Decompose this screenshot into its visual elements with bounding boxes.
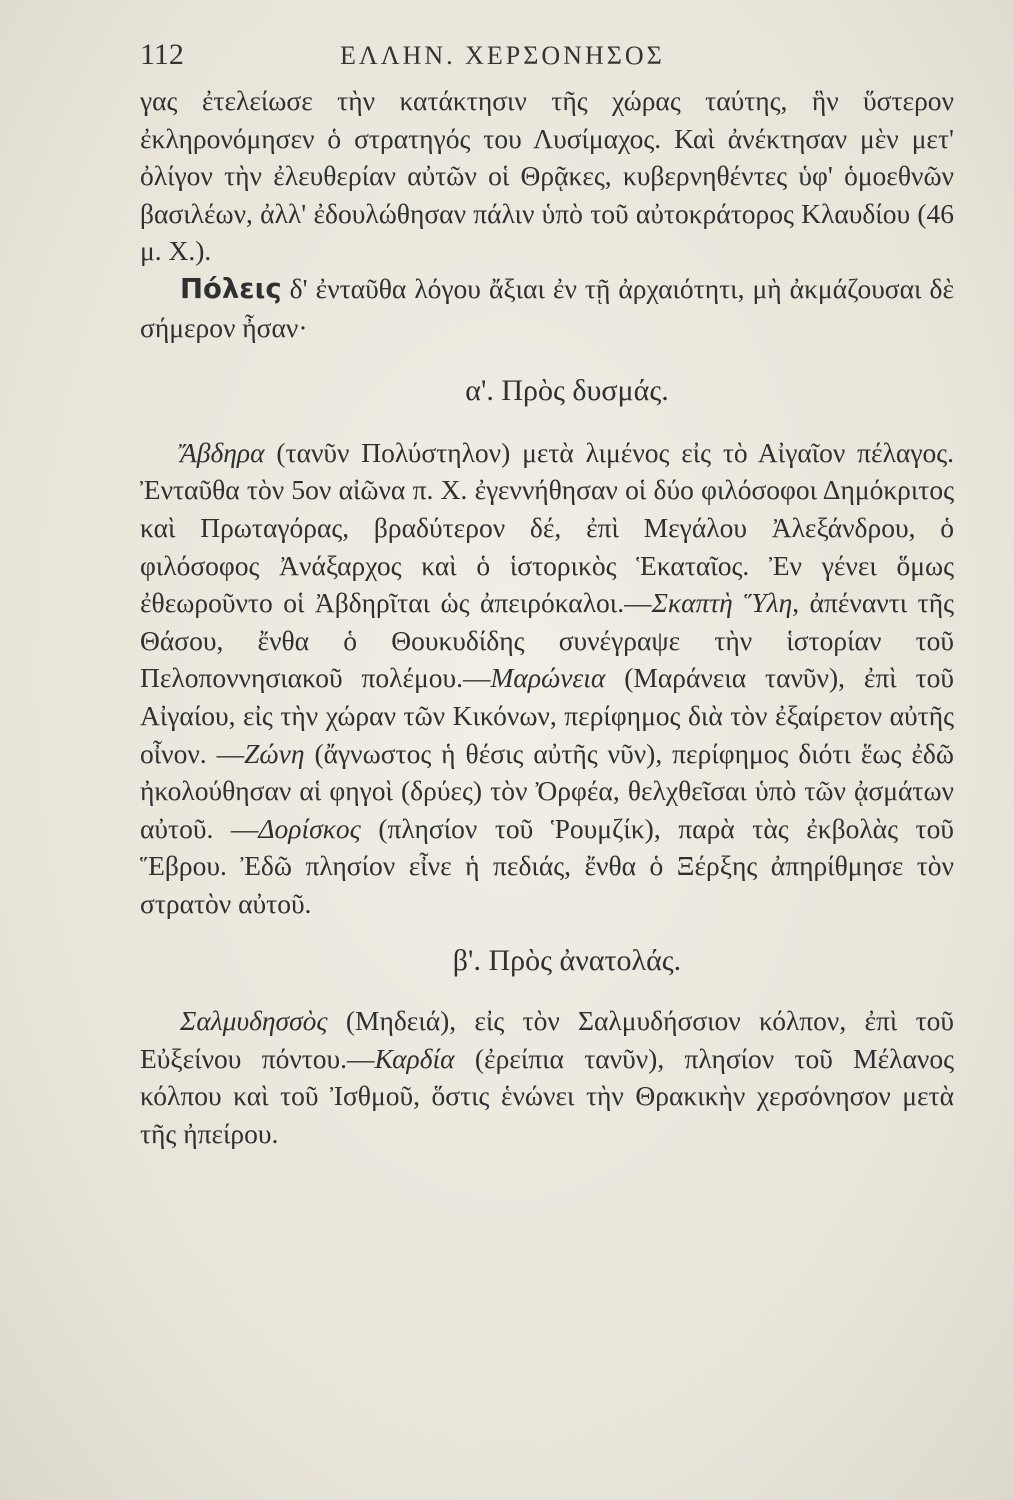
city-name-zone: Ζώνη <box>244 737 305 769</box>
east-paragraph <box>140 1002 954 1152</box>
west-paragraph <box>140 434 954 923</box>
west-text-2: , ἀπέναντι τῆς Θάσου, ἔνθα ὁ Θουκυδίδης συνέγραψε τὴν ἱστορίαν τοῦ Πελοποννησιακοῦ πολέμου.— <box>140 587 954 694</box>
section-heading-east: β'. Πρὸς ἀνατολάς. <box>452 944 682 978</box>
intro-paragraph: γας ἐτελείωσε τὴν κατάκτησιν τῆς χώρας ταύτης, ἣν ὕστερον ἐκληρονόμησεν ὁ στρατηγός του Λυσίμαχος. Καὶ ἀνέκτησαν μὲν μετ' ὀλίγον τὴν ἐλευθερίαν αὐτῶν οἱ Θρᾷκες, κυβερνηθέντες ὑφ' ὁμοεθνῶν βασιλέων, ἀλλ' ἐδουλώθησαν πάλιν ὑπὸ τοῦ αὐτοκράτορος Κλαυδίου (46 μ. Χ.). <box>140 85 954 267</box>
city-name-salmydessos: Σαλμυδησσὸς <box>180 1005 328 1037</box>
page-number: 112 <box>140 38 184 71</box>
cities-text: δ' ἐνταῦθα λόγου ἄξιαι ἐν τῇ ἀρχαιότητι, μὴ ἀκμάζουσαι δὲ σήμερον ἦσαν· <box>140 272 954 343</box>
city-name-doriskos: Δορίσκος <box>258 812 361 844</box>
west-text-1: (τανῦν Πολύστηλον) μετὰ λιμένος εἰς τὸ Αἰγαῖον πέλαγος. Ἐνταῦθα τὸν 5ον αἰῶνα π. Χ. ἐγεννήθησαν οἱ δύο φιλόσοφοι Δημόκριτος καὶ Πρωταγόρας, βραδύτερον δέ, ἐπὶ Μεγάλου Ἀλεξάνδρου, ὁ φιλόσοφος Ἀνάξαρχος καὶ ὁ ἱστορικὸς Ἑκαταῖος. Ἐν γένει ὅμως ἐθεωροῦντο οἱ Ἀβδηρῖται ὡς ἀπειρόκαλοι.— <box>140 436 954 619</box>
cities-paragraph <box>140 270 954 346</box>
city-name-kardia: Καρδία <box>374 1042 455 1074</box>
west-text-3: (Μαράνεια τανῦν), ἐπὶ τοῦ Αἰγαίου, εἰς τὴν χώραν τῶν Κικόνων, περίφημος διὰ τὸν ἐξαίρετον αὐτῆς οἶνον. — <box>140 662 954 769</box>
city-name-abdera: Ἄβδηρα <box>180 436 265 468</box>
running-title: ΕΛΛΗΝ. ΧΕΡΣΟΝΗΣΟΣ <box>340 41 665 70</box>
running-head <box>140 38 954 82</box>
section-heading-west: α'. Πρὸς δυσμάς. <box>465 374 669 408</box>
city-name-skapte-hyle: Σκαπτὴ Ὕλη <box>651 587 793 619</box>
east-text-2: (ἐρείπια τανῦν), πλησίον τοῦ Μέλανος κόλπου καὶ τοῦ Ἰσθμοῦ, ὅστις ἑνώνει τὴν Θρακικὴν χερσόνησον μετὰ τῆς ἠπείρου. <box>140 1042 955 1149</box>
body-text <box>140 82 954 1152</box>
east-text-1: (Μηδειά), εἰς τὸν Σαλμυδήσσιον κόλπον, ἐπὶ τοῦ Εὐξείνου πόντου.— <box>140 1005 954 1074</box>
west-text-4: (ἄγνωστος ἡ θέσις αὐτῆς νῦν), περίφημος διότι ἕως ἐδῶ ἠκολούθησαν αἱ φηγοὶ (δρύες) τὸν Ὀρφέα, θελχθεῖσαι ὑπὸ τῶν ᾀσμάτων αὐτοῦ. — <box>140 737 954 844</box>
city-name-maroneia: Μαρώνεια <box>490 662 606 694</box>
cities-lead-word: Πόλεις <box>180 272 282 305</box>
west-text-5: (πλησίον τοῦ Ῥουμζίκ), παρὰ τὰς ἐκβολὰς τοῦ Ἕβρου. Ἐδῶ πλησίον εἶνε ἡ πεδιάς, ἔνθα ὁ Ξέρξης ἀπηρίθμησε τὸν στρατὸν αὐτοῦ. <box>140 812 954 919</box>
